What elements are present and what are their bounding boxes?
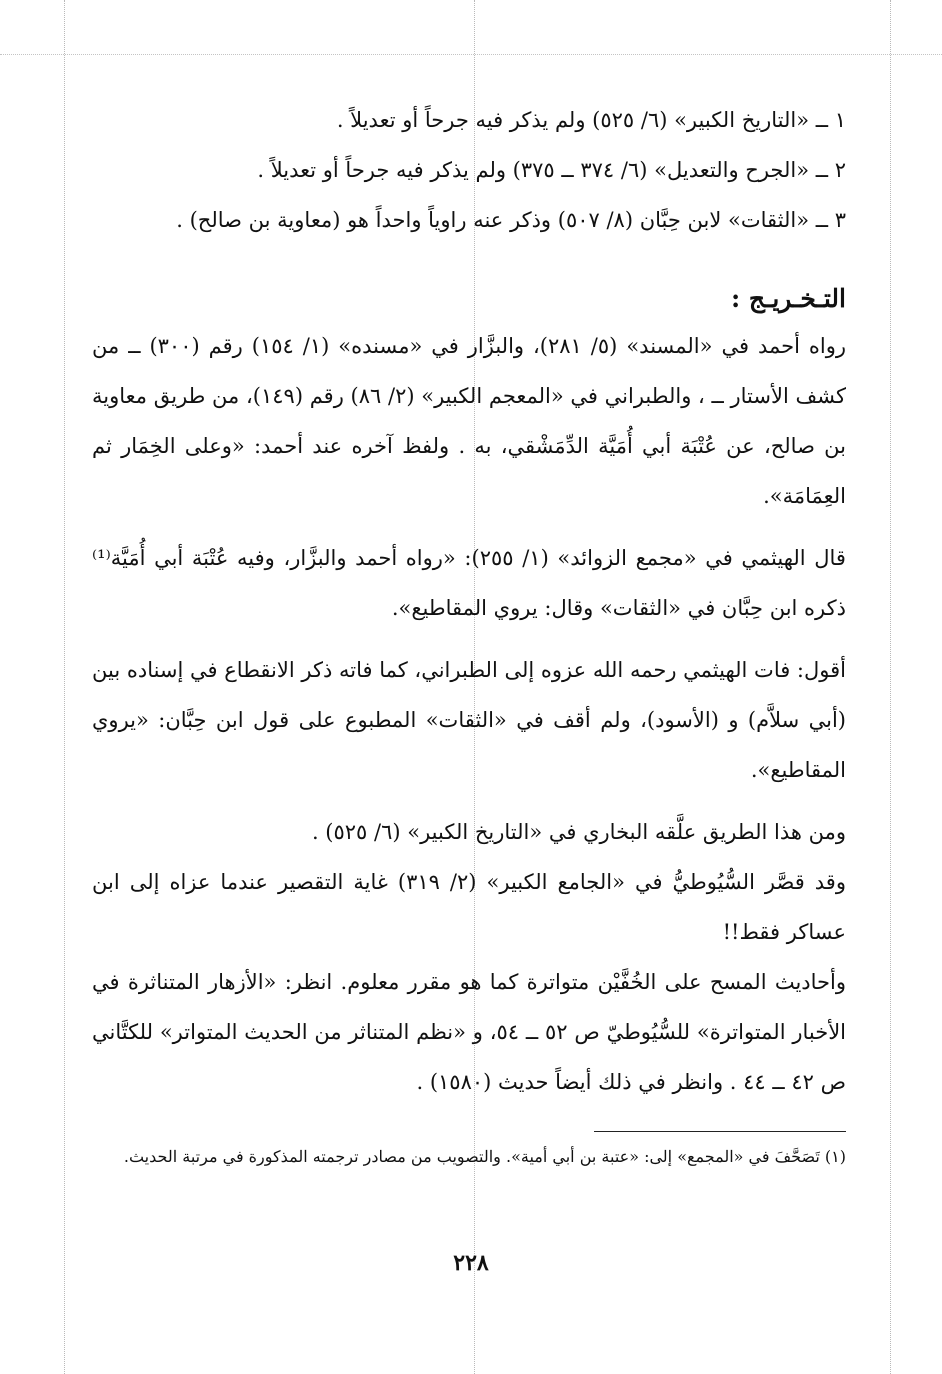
paragraph: أقول: فات الهيثمي رحمه الله عزوه إلى الطبراني، كما فاته ذكر الانقطاع في إسناده بين (أبي سلاَّم) و (الأسود)، ولم أقف في «الثقات» المطبوع على قول ابن حِبَّان: «يروي المقاطيع». (92, 658, 846, 782)
source-item: ٢ ــ «الجرح والتعديل» (٦/ ٣٧٤ ــ ٣٧٥) ولم يذكر فيه جرحاً أو تعديلاً . (257, 158, 846, 182)
page-body (92, 95, 846, 1174)
paragraph: قال الهيثمي في «مجمع الزوائد» (١/ ٢٥٥): «رواه أحمد والبزَّار، وفيه عُتْبَة أبي أُمَيَّة⁽¹⁾ ذكره ابن حِبَّان في «الثقات» وقال: يروي المقاطيع». (92, 546, 846, 620)
footnote: (١) تَصَحَّفَ في «المجمع» إلى: «عتبة بن أبي أمية». والتصويب من مصادر ترجمته المذكورة في مرتبة الحديث. (123, 1147, 846, 1166)
footnote-separator (594, 1131, 846, 1132)
section-heading: التـخـريـج : (730, 284, 846, 313)
source-item: ١ ــ «التاريخ الكبير» (٦/ ٥٢٥) ولم يذكر فيه جرحاً أو تعديلاً . (336, 108, 846, 132)
source-item: ٣ ــ «الثقات» لابن حِبَّان (٨/ ٥٠٧) وذكر عنه راوياً واحداً هو (معاوية بن صالح) . (176, 208, 846, 232)
sources-list (92, 95, 846, 245)
scan-guide-line (890, 0, 891, 1374)
scan-guide-line (0, 54, 942, 55)
page-number: ٢٢٨ (453, 1250, 489, 1276)
paragraph: وقد قصَّر السُّيُوطيُّ في «الجامع الكبير» (٢/ ٣١٩) غاية التقصير عندما عزاه إلى ابن عساكر فقط!! (92, 870, 846, 944)
paragraph: وأحاديث المسح على الخُفَّيْن متواترة كما هو مقرر معلوم. انظر: «الأزهار المتناثرة في الأخبار المتواترة» للسُّيُوطيّ ص ٥٢ ــ ٥٤، و «نظم المتناثر من الحديث المتواتر» للكتَّاني ص ٤٢ ــ ٤٤ . وانظر في ذلك أيضاً حديث (١٥٨٠) . (92, 970, 847, 1094)
paragraph: رواه أحمد في «المسند» (٥/ ٢٨١)، والبزَّار في «مسنده» (١/ ١٥٤) رقم (٣٠٠) ــ من كشف الأستار ــ ، والطبراني في «المعجم الكبير» (٢/ ٨٦) رقم (١٤٩)، من طريق معاوية بن صالح، عن عُتْبَة أبي أُمَيَّة الدِّمَشْقي، به . ولفظ آخره عند أحمد: «وعلى الخِمَار ثم العِمَامَة». (92, 334, 846, 508)
scan-guide-line (64, 0, 65, 1374)
paragraph: ومن هذا الطريق علَّقه البخاري في «التاريخ الكبير» (٦/ ٥٢٥) . (311, 820, 846, 844)
